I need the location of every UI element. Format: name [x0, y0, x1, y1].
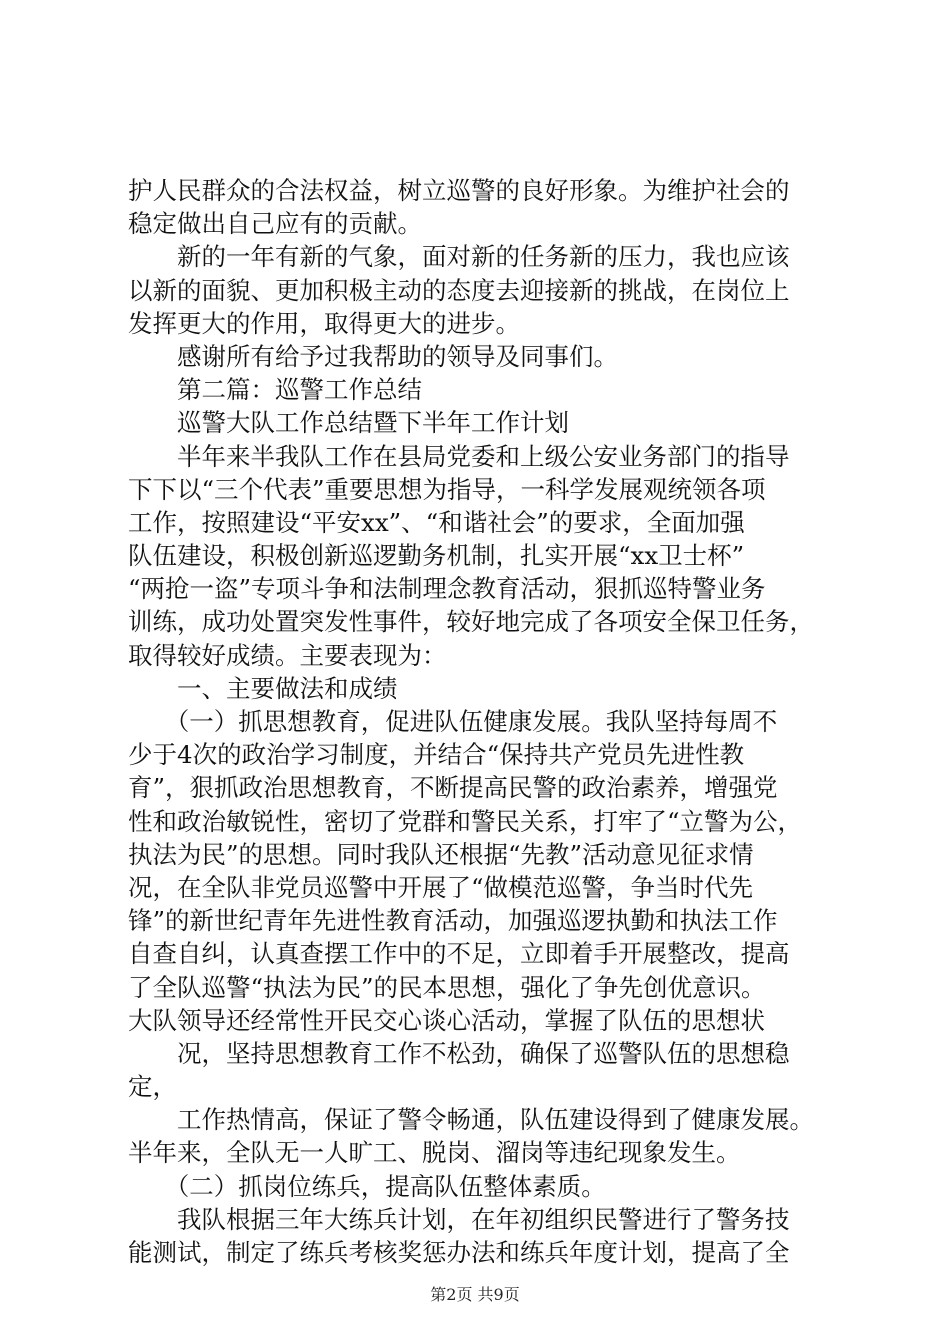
text-line: 巡警大队工作总结暨下半年工作计划	[128, 408, 569, 438]
text-line: 新的一年有新的气象，面对新的任务新的压力，我也应该	[128, 242, 790, 272]
text-line: 以新的面貌、更加积极主动的态度去迎接新的挑战，在岗位上	[128, 275, 790, 305]
text-line: 自查自纠，认真查摆工作中的不足，立即着手开展整改，提高	[128, 939, 790, 969]
text-line: （二）抓岗位练兵，提高队伍整体素质。	[128, 1171, 606, 1201]
text-line: 能测试，制定了练兵考核奖惩办法和练兵年度计划，提高了全	[128, 1238, 790, 1267]
text-line: 半年来，全队无一人旷工、脱岗、溜岗等违纪现象发生。	[128, 1138, 741, 1168]
text-line: 执法为民”的思想。同时我队还根据“先教”活动意见征求情	[128, 839, 754, 869]
text-line: 护人民群众的合法权益，树立巡警的良好形象。为维护社会的	[128, 176, 790, 205]
text-line: 下下以“三个代表”重要思想为指导，一科学发展观统领各项	[128, 474, 766, 504]
text-line: 定，	[128, 1072, 177, 1102]
text-line: 稳定做出自己应有的贡献。	[128, 209, 422, 239]
text-line: 锋”的新世纪青年先进性教育活动，加强巡逻执勤和执法工作	[128, 906, 778, 936]
text-line: 况，坚持思想教育工作不松劲，确保了巡警队伍的思想稳	[128, 1038, 790, 1068]
text-line: 半年来半我队工作在县局党委和上级公安业务部门的指导	[128, 441, 790, 471]
text-line: 取得较好成绩。主要表现为：	[128, 640, 447, 670]
text-line: 性和政治敏锐性，密切了党群和警民关系，打牢了“立警为公，	[128, 806, 803, 836]
text-line: 队伍建设，积极创新巡逻勤务机制，扎实开展“xx卫士杯”	[128, 541, 745, 571]
text-line: 工作，按照建设“平安xx”、“和谐社会”的要求，全面加强	[128, 507, 745, 537]
text-line: “两抢一盗”专项斗争和法制理念教育活动，狠抓巡特警业务	[128, 574, 766, 604]
text-line: 了全队巡警“执法为民”的民本思想，强化了争先创优意识。	[128, 972, 766, 1002]
text-line: 一、主要做法和成绩	[128, 673, 398, 703]
document-body	[128, 174, 840, 1269]
text-line: 训练，成功处置突发性事件，较好地完成了各项安全保卫任务，	[128, 607, 814, 637]
text-line: 工作热情高，保证了警令畅通，队伍建设得到了健康发展。	[128, 1105, 814, 1135]
text-line: 感谢所有给予过我帮助的领导及同事们。	[128, 341, 618, 371]
text-line: 育”，狠抓政治思想教育，不断提高民警的政治素养，增强党	[128, 773, 778, 803]
page-footer: 第2页 共9页	[430, 1285, 520, 1304]
text-line: 大队领导还经常性开民交心谈心活动，掌握了队伍的思想状	[128, 1005, 765, 1035]
text-line: （一）抓思想教育，促进队伍健康发展。我队坚持每周不	[128, 707, 778, 736]
text-line: 少于4次的政治学习制度，并结合“保持共产党员先进性教	[128, 740, 745, 770]
text-line: 况，在全队非党员巡警中开展了“做模范巡警，争当时代先	[128, 872, 754, 902]
text-line: 我队根据三年大练兵计划，在年初组织民警进行了警务技	[128, 1204, 790, 1234]
text-line: 发挥更大的作用，取得更大的进步。	[128, 308, 520, 338]
text-line: 第二篇：巡警工作总结	[128, 375, 422, 405]
